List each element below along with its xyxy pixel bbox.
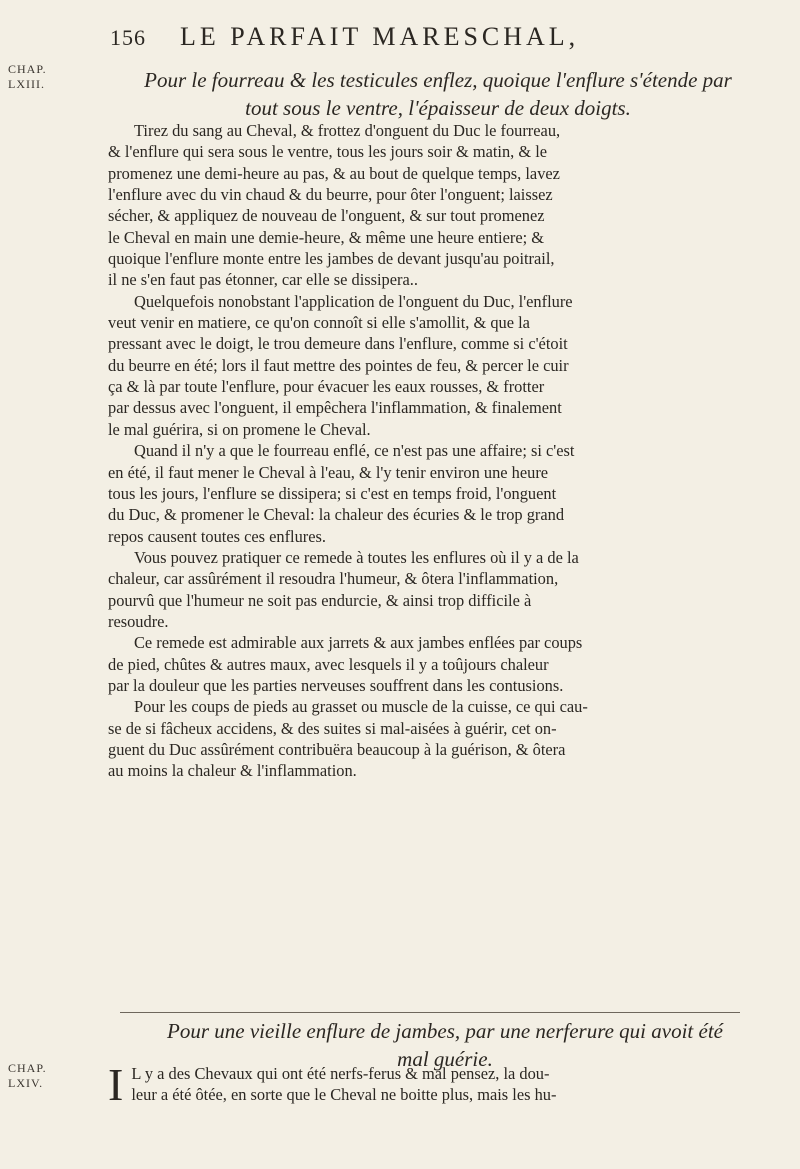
text-line: repos causent toutes ces enflures. xyxy=(108,526,327,546)
text-line: pourvû que l'humeur ne soit pas endurcie, & ainsi trop difficile à xyxy=(108,590,532,610)
text-line: promenez une demi-heure au pas, & au bout de quelque temps, lavez xyxy=(108,163,560,183)
text-line: veut venir en matiere, ce qu'on connoît si elle s'amollit, & que la xyxy=(108,313,530,333)
section-divider xyxy=(120,1012,740,1013)
text-line: Quelquefois nonobstant l'application de l'onguent du Duc, l'enflure xyxy=(134,291,573,311)
text-line: le mal guérira, si on promene le Cheval. xyxy=(108,419,371,439)
title-line: tout sous le ventre, l'épaisseur de deux doigts. xyxy=(245,96,631,120)
text-line: se de si fâcheux accidens, & des suites si mal-aisées à guérir, cet on- xyxy=(108,718,557,738)
margin-note-chapter-63 xyxy=(8,62,47,92)
text-line: Tirez du sang au Cheval, & frottez d'onguent du Duc le fourreau, xyxy=(134,121,561,140)
text-line: ça & là par toute l'enflure, pour évacuer les eaux rousses, & frotter xyxy=(108,377,545,397)
text-line: tous les jours, l'enflure se dissipera; si c'est en temps froid, l'onguent xyxy=(108,483,557,503)
text-line: par la douleur que les parties nerveuses souffrent dans les contusions. xyxy=(108,675,564,695)
text-line: sécher, & appliquez de nouveau de l'onguent, & sur tout promenez xyxy=(108,206,545,226)
running-head: LE PARFAIT MARESCHAL, xyxy=(180,22,580,51)
text-line: & l'enflure qui sera sous le ventre, tous les jours soir & matin, & le xyxy=(108,142,548,162)
text-line: Quand il n'y a que le fourreau enflé, ce n'est pas une affaire; si c'est xyxy=(134,441,575,461)
text-line: l'enflure avec du vin chaud & du beurre, pour ôter l'onguent; laissez xyxy=(108,185,553,205)
text-line: du beurre en été; lors il faut mettre des pointes de feu, & percer le cuir xyxy=(108,355,569,375)
text-line: en été, il faut mener le Cheval à l'eau, & l'y tenir environ une heure xyxy=(108,462,549,482)
drop-cap: I xyxy=(108,1059,124,1110)
text-line: pressant avec le doigt, le trou demeure dans l'enflure, comme si c'étoit xyxy=(108,334,568,354)
margin-note-line: LXIV. xyxy=(8,1076,44,1090)
section-title-fourreau xyxy=(128,66,748,122)
margin-note-line: LXIII. xyxy=(8,77,45,91)
title-line: Pour une vieille enflure de jambes, par une nerferure qui avoit été xyxy=(167,1019,723,1043)
text-line: Ce remede est admirable aux jarrets & aux jambes enflées par coups xyxy=(134,633,583,653)
text-line: quoique l'enflure monte entre les jambes de devant jusqu'au poitrail, xyxy=(108,249,555,269)
title-line: Pour le fourreau & les testicules enflez, quoique l'enflure s'étende par xyxy=(144,68,732,92)
text-line: leur a été ôtée, en sorte que le Cheval ne boitte plus, mais les hu- xyxy=(131,1085,557,1105)
text-line: le Cheval en main une demie-heure, & même une heure entiere; & xyxy=(108,227,544,247)
margin-note-chapter-64 xyxy=(8,1061,47,1091)
page-header xyxy=(110,22,750,58)
text-line: de pied, chûtes & autres maux, avec lesquels il y a toûjours chaleur xyxy=(108,654,549,674)
text-line: par dessus avec l'onguent, il empêchera l'inflammation, & finalement xyxy=(108,398,562,418)
page-number: 156 xyxy=(110,25,146,50)
text-line: Vous pouvez pratiquer ce remede à toutes les enflures où il y a de la xyxy=(134,547,579,567)
text-line: L y a des Chevaux qui ont été nerfs-ferus & mal pensez, la dou- xyxy=(131,1064,550,1083)
margin-note-line: CHAP. xyxy=(8,1061,47,1075)
text-line: du Duc, & promener le Cheval: la chaleur des écuries & le trop grand xyxy=(108,505,565,525)
margin-note-line: CHAP. xyxy=(8,62,47,76)
text-line: guent du Duc assûrément contribuëra beaucoup à la guérison, & ôtera xyxy=(108,739,566,759)
text-line: Pour les coups de pieds au grasset ou muscle de la cuisse, ce qui cau- xyxy=(134,697,588,717)
text-line: il ne s'en faut pas étonner, car elle se dissipera.. xyxy=(108,270,418,290)
title-line: mal guérie. xyxy=(397,1047,493,1071)
text-line: au moins la chaleur & l'inflammation. xyxy=(108,761,357,781)
text-line: resoudre. xyxy=(108,611,169,631)
section-body-fourreau xyxy=(108,120,748,782)
text-line: chaleur, car assûrément il resoudra l'humeur, & ôtera l'inflammation, xyxy=(108,569,559,589)
